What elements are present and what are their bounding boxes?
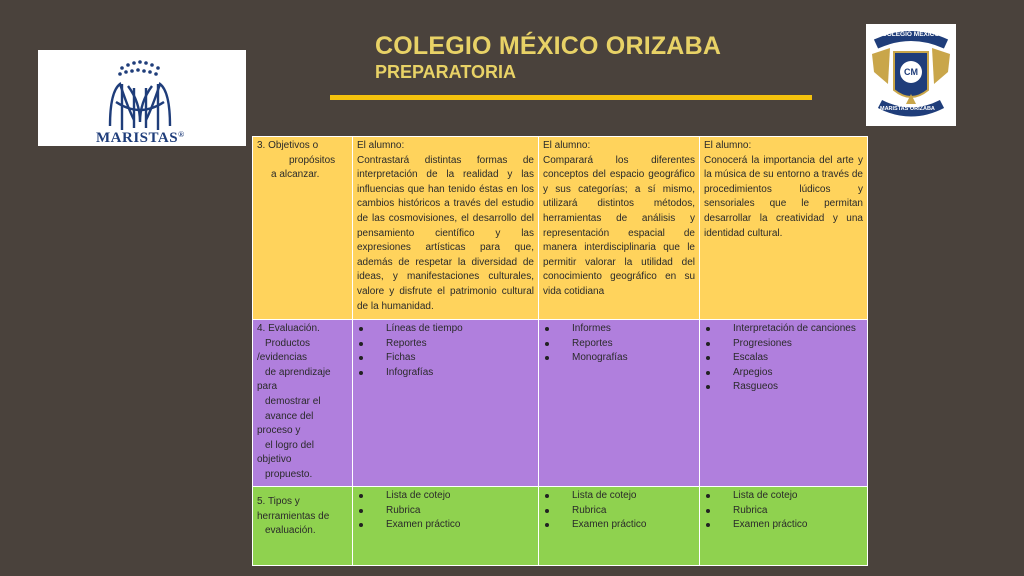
objective-intro: El alumno:	[704, 140, 752, 151]
crest-monogram: CM	[904, 67, 918, 77]
objective-text: Contrastará distintas formas de interpretación de la realidad y las influencias que han tenido éstas en los cambios históricos a través del estudio de las cosmovisiones, el desarrollo del pensamiento científico y las expresiones artísticas para que, además de respetar la diversidad de ideas, y manifestaciones culturales, valore y disfrute el patrimonio cultural de la humanidad.	[357, 154, 534, 312]
tools-list	[357, 489, 534, 533]
list-item: Lista de cotejo	[357, 489, 534, 504]
list-item: Informes	[543, 322, 695, 337]
list-item: Rasgueos	[704, 380, 863, 395]
list-item: Infografías	[357, 366, 534, 381]
label-line: 4. Evaluación.	[257, 323, 320, 334]
list-item: Líneas de tiempo	[357, 322, 534, 337]
page-subtitle: PREPARATORIA	[375, 62, 517, 82]
tools-cell	[539, 487, 700, 566]
label-line: propuesto.	[265, 468, 313, 480]
maristas-wordmark	[96, 130, 185, 147]
label-line: /evidencias	[257, 352, 308, 364]
objective-cell	[700, 137, 868, 320]
table-row-tools	[253, 487, 868, 566]
label-line: 3. Objetivos o	[257, 140, 319, 151]
label-line: objetivo	[257, 454, 292, 466]
label-line: Productos	[265, 337, 311, 349]
maristas-wordmark-text: MARISTAS	[96, 130, 179, 146]
list-item: Progresiones	[704, 337, 863, 352]
evidence-cell	[539, 320, 700, 487]
tools-list	[543, 489, 695, 533]
objective-intro: El alumno:	[543, 140, 591, 151]
title-underline	[330, 95, 812, 100]
list-item: Arpegios	[704, 366, 863, 381]
label-line: herramientas de	[257, 510, 330, 522]
maristas-logo	[38, 50, 246, 146]
list-item: Monografías	[543, 351, 695, 366]
label-line: demostrar el	[265, 395, 321, 407]
tools-cell	[353, 487, 539, 566]
tools-list	[704, 489, 863, 533]
curriculum-table	[252, 136, 868, 566]
label-line: proceso y	[257, 425, 301, 437]
list-item: Reportes	[543, 337, 695, 352]
list-item: Rubrica	[543, 504, 695, 519]
objective-text: Conocerá la importancia del arte y la música de su entorno a través de procedimientos lúdicos y sensoriales que le permitan desarrollar la creatividad y una identidad cultural.	[704, 154, 863, 239]
objective-cell	[539, 137, 700, 320]
label-line: 5. Tipos y	[257, 496, 300, 507]
label-line: evaluación.	[265, 525, 316, 537]
label-line: a alcanzar.	[271, 169, 320, 181]
evidence-list	[357, 322, 534, 380]
label-line: de aprendizaje	[265, 366, 331, 378]
list-item: Examen práctico	[543, 518, 695, 533]
evidence-list	[543, 322, 695, 366]
list-item: Fichas	[357, 351, 534, 366]
evidence-cell	[700, 320, 868, 487]
label-line: propósitos	[289, 154, 336, 166]
evidence-cell	[353, 320, 539, 487]
row-label-objectives	[253, 137, 353, 320]
list-item: Escalas	[704, 351, 863, 366]
evidence-list	[704, 322, 863, 395]
list-item: Reportes	[357, 337, 534, 352]
list-item: Examen práctico	[704, 518, 863, 533]
table-row-evaluation	[253, 320, 868, 487]
page-title: COLEGIO MÉXICO ORIZABA	[375, 32, 722, 60]
list-item: Rubrica	[357, 504, 534, 519]
tools-cell	[700, 487, 868, 566]
objective-cell	[353, 137, 539, 320]
table-row-objectives	[253, 137, 868, 320]
list-item: Lista de cotejo	[543, 489, 695, 504]
label-line: para	[257, 381, 278, 393]
registered-mark: ®	[178, 130, 185, 139]
colegio-mexico-crest	[866, 24, 956, 126]
label-line: el logro del	[265, 439, 314, 451]
row-label-evaluation	[253, 320, 353, 487]
row-label-tools	[253, 487, 353, 566]
objective-text: Comparará los diferentes conceptos del espacio geográfico y sus categorías; a sí mismo, utilizará distintos métodos, herramientas de análisis y representación espacial de manera interdisciplinaria que le permitir valorar la utilidad del conocimiento geográfico en su vida cotidiana	[543, 154, 695, 297]
list-item: Lista de cotejo	[704, 489, 863, 504]
crest-top-text: COLEGIO MÉXICO	[882, 31, 940, 38]
list-item: Interpretación de canciones	[704, 322, 863, 337]
crest-bottom-text: MARISTAS ORIZABA	[880, 106, 935, 112]
list-item: Rubrica	[704, 504, 863, 519]
list-item: Examen práctico	[357, 518, 534, 533]
objective-intro: El alumno:	[357, 140, 405, 151]
label-line: avance del	[265, 410, 314, 422]
